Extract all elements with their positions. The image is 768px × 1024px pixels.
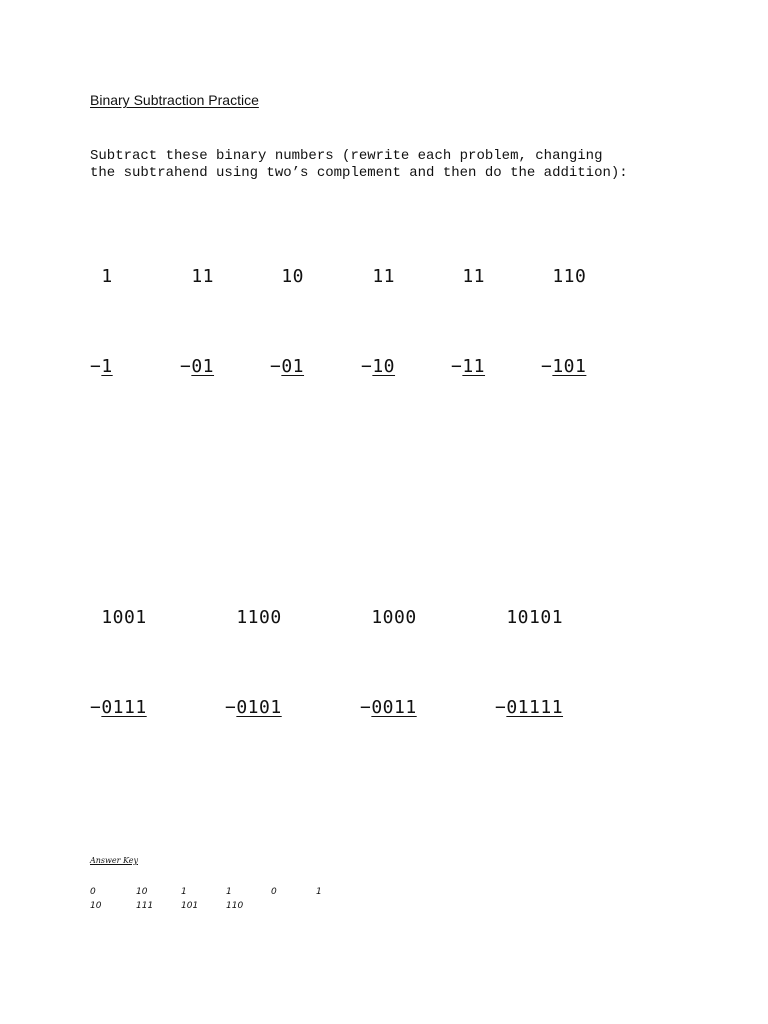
minus-sign: − [90, 697, 102, 718]
minus-sign: − [90, 356, 102, 377]
page-title: Binary Subtraction Practice [90, 92, 259, 108]
minuend: 10 [281, 266, 305, 287]
answer-key-title: Answer Key [90, 856, 138, 865]
subtrahend: 01 [281, 356, 305, 377]
subtrahend: 0101 [236, 697, 282, 718]
problem-3 [270, 202, 304, 412]
minus-sign: − [225, 697, 237, 718]
answer-6: 1 [316, 887, 322, 897]
subtrahend: 01 [191, 356, 215, 377]
problem-1 [90, 202, 113, 412]
minus-sign: − [451, 356, 463, 377]
problem-7 [90, 543, 147, 753]
answer-8: 111 [136, 901, 154, 911]
minuend: 110 [552, 266, 587, 287]
answer-10: 110 [226, 901, 244, 911]
problem-5 [451, 202, 485, 412]
minus-sign: − [180, 356, 192, 377]
problem-6 [541, 202, 586, 412]
instructions [90, 148, 628, 182]
minus-sign: − [270, 356, 282, 377]
answer-9: 101 [181, 901, 199, 911]
minuend: 11 [462, 266, 486, 287]
minuend: 1000 [371, 607, 417, 628]
subtrahend: 01111 [506, 697, 564, 718]
problem-4 [361, 202, 395, 412]
answer-1: 0 [90, 887, 96, 897]
subtrahend: 1 [101, 356, 113, 377]
subtrahend: 11 [462, 356, 486, 377]
minuend: 1100 [236, 607, 282, 628]
minuend: 1 [101, 266, 113, 287]
minuend: 11 [372, 266, 396, 287]
minus-sign: − [360, 697, 372, 718]
problem-2 [180, 202, 214, 412]
minus-sign: − [495, 697, 507, 718]
answer-5: 0 [271, 887, 277, 897]
problem-9 [360, 543, 417, 753]
subtrahend: 101 [552, 356, 587, 377]
problem-10 [495, 543, 563, 753]
minuend: 11 [191, 266, 215, 287]
minus-sign: − [361, 356, 373, 377]
minuend: 10101 [506, 607, 564, 628]
answer-2: 10 [136, 887, 148, 897]
answer-7: 10 [90, 901, 102, 911]
subtrahend: 10 [372, 356, 396, 377]
answer-4: 1 [226, 887, 232, 897]
subtrahend: 0111 [101, 697, 147, 718]
minuend: 1001 [101, 607, 147, 628]
instructions-line-2: the subtrahend using two’s complement and then do the addition): [90, 165, 628, 181]
subtrahend: 0011 [371, 697, 417, 718]
instructions-line-1: Subtract these binary numbers (rewrite each problem, changing [90, 148, 603, 164]
answer-3: 1 [181, 887, 187, 897]
minus-sign: − [541, 356, 553, 377]
problem-8 [225, 543, 282, 753]
